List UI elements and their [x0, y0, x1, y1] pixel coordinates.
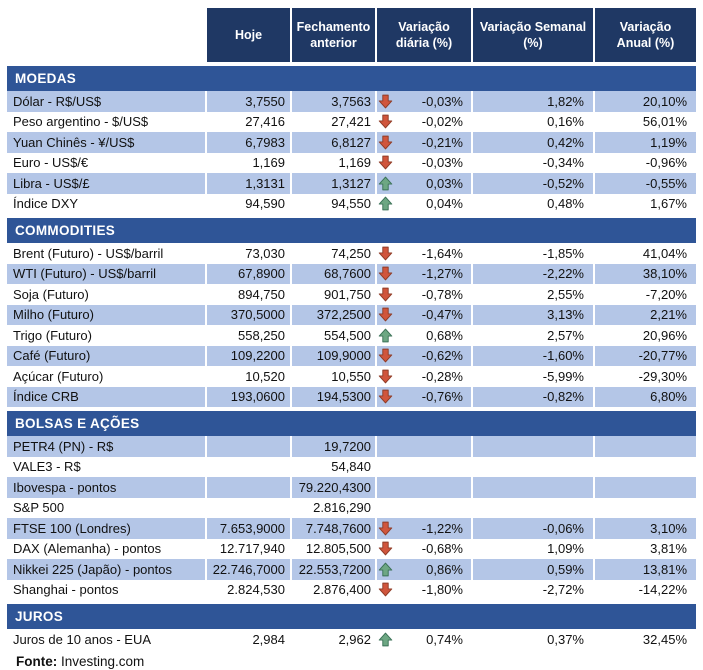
- cell-fechamento: 7.748,7600: [292, 518, 377, 539]
- table-row: [7, 629, 696, 650]
- cell-var-semanal: [473, 457, 595, 478]
- row-label: Libra - US$/£: [7, 173, 207, 194]
- trend-down-icon: [378, 134, 396, 150]
- var-diaria-value: -0,47%: [421, 307, 463, 323]
- cell-var-diaria: [377, 498, 473, 519]
- table-row: [7, 580, 696, 601]
- trend-up-icon: [378, 175, 396, 191]
- cell-fechamento: 372,2500: [292, 305, 377, 326]
- cell-var-diaria: [377, 457, 473, 478]
- cell-var-semanal: -5,99%: [473, 366, 595, 387]
- cell-fechamento: 74,250: [292, 243, 377, 264]
- cell-var-anual: [595, 457, 696, 478]
- cell-var-diaria: [377, 91, 473, 112]
- cell-var-semanal: -2,22%: [473, 264, 595, 285]
- cell-hoje: 22.746,7000: [207, 559, 292, 580]
- cell-var-anual: -7,20%: [645, 286, 687, 302]
- var-diaria-value: -0,68%: [421, 541, 463, 557]
- cell-var-anual: 56,01%: [642, 114, 687, 130]
- trend-down-icon: [378, 307, 396, 323]
- table-row: [7, 559, 696, 580]
- row-label: WTI (Futuro) - US$/barril: [7, 264, 207, 285]
- cell-fechamento: 1,3127: [292, 173, 377, 194]
- cell-var-diaria: [377, 173, 473, 194]
- table-body: [7, 66, 696, 650]
- table-row: [7, 539, 696, 560]
- cell-fechamento: 194,5300: [292, 387, 377, 408]
- cell-var-semanal: 0,42%: [473, 132, 595, 153]
- source-label: Fonte:: [16, 653, 58, 669]
- cell-fechamento: 19,7200: [292, 436, 377, 457]
- cell-var-semanal: -0,82%: [473, 387, 595, 408]
- cell-var-semanal: -0,52%: [473, 173, 595, 194]
- cell-var-diaria: [377, 112, 473, 133]
- row-label: Soja (Futuro): [7, 284, 207, 305]
- cell-var-anual: 13,81%: [595, 559, 696, 580]
- cell-hoje: 1,169: [207, 153, 292, 174]
- trend-up-icon: [378, 196, 396, 212]
- cell-var-diaria: [377, 518, 473, 539]
- var-diaria-value: -1,22%: [421, 520, 463, 536]
- var-diaria-value: -0,62%: [421, 348, 463, 364]
- cell-fechamento: 2.816,290: [292, 498, 377, 519]
- cell-var-semanal: [473, 498, 595, 519]
- cell-var-semanal: 2,57%: [473, 325, 595, 346]
- table-row: [7, 284, 696, 305]
- trend-down-icon: [378, 582, 396, 598]
- table-row: [7, 132, 696, 153]
- table-row: [7, 436, 696, 457]
- cell-fechamento: 901,750: [292, 284, 377, 305]
- cell-var-diaria: [377, 284, 473, 305]
- trend-down-icon: [378, 348, 396, 364]
- cell-var-semanal: -2,72%: [473, 580, 595, 601]
- cell-var-diaria: [377, 539, 473, 560]
- table-row: [7, 173, 696, 194]
- section-header: COMMODITIES: [7, 218, 696, 243]
- cell-hoje: [207, 436, 292, 457]
- cell-fechamento: 68,7600: [292, 264, 377, 285]
- source-text: Investing.com: [61, 653, 145, 669]
- cell-hoje: 12.717,940: [207, 539, 292, 560]
- cell-hoje: 370,5000: [207, 305, 292, 326]
- trend-down-icon: [378, 245, 396, 261]
- table-row: [7, 305, 696, 326]
- var-diaria-value: -1,27%: [421, 266, 463, 282]
- cell-fechamento: 109,9000: [292, 346, 377, 367]
- cell-hoje: 558,250: [207, 325, 292, 346]
- var-diaria-value: -0,03%: [421, 93, 463, 109]
- trend-down-icon: [378, 114, 396, 130]
- row-label: Índice DXY: [7, 194, 207, 215]
- cell-var-diaria: [377, 559, 473, 580]
- row-label: Euro - US$/€: [7, 153, 207, 174]
- cell-var-anual: [595, 498, 696, 519]
- table-row: [7, 153, 696, 174]
- var-diaria-value: -1,64%: [421, 245, 463, 261]
- cell-var-diaria: [377, 346, 473, 367]
- cell-var-semanal: -1,85%: [473, 243, 595, 264]
- table-row: [7, 325, 696, 346]
- row-label: Índice CRB: [7, 387, 207, 408]
- cell-var-anual: 2,21%: [595, 305, 696, 326]
- trend-up-icon: [378, 631, 396, 647]
- row-label: DAX (Alemanha) - pontos: [7, 539, 207, 560]
- cell-var-diaria: [377, 477, 473, 498]
- cell-var-diaria: [377, 194, 473, 215]
- cell-var-semanal: 2,55%: [473, 284, 595, 305]
- cell-hoje: 73,030: [207, 243, 292, 264]
- trend-down-icon: [378, 286, 396, 302]
- row-label: Dólar - R$/US$: [7, 91, 207, 112]
- row-label: Milho (Futuro): [7, 305, 207, 326]
- var-diaria-value: -0,78%: [421, 286, 463, 302]
- table-row: [7, 112, 696, 133]
- cell-var-anual: 1,67%: [650, 196, 687, 212]
- cell-var-anual: 38,10%: [595, 264, 696, 285]
- cell-var-anual: 1,19%: [595, 132, 696, 153]
- table-row: [7, 346, 696, 367]
- cell-hoje: 10,520: [207, 366, 292, 387]
- cell-var-diaria: [377, 366, 473, 387]
- table-row: [7, 498, 696, 519]
- row-label: S&P 500: [7, 498, 207, 519]
- cell-fechamento: 1,169: [292, 153, 377, 174]
- cell-var-diaria: [377, 305, 473, 326]
- table-row: [7, 243, 696, 264]
- cell-var-anual: 41,04%: [642, 245, 687, 261]
- trend-down-icon: [378, 541, 396, 557]
- trend-down-icon: [378, 266, 396, 282]
- table-row: [7, 387, 696, 408]
- cell-var-diaria: [377, 436, 473, 457]
- cell-fechamento: 2,962: [292, 629, 377, 650]
- row-label: FTSE 100 (Londres): [7, 518, 207, 539]
- cell-var-diaria: [377, 132, 473, 153]
- cell-var-semanal: -0,06%: [473, 518, 595, 539]
- var-diaria-value: 0,68%: [426, 327, 463, 343]
- cell-hoje: 94,590: [207, 194, 292, 215]
- cell-fechamento: 94,550: [292, 194, 377, 215]
- row-label: VALE3 - R$: [7, 457, 207, 478]
- cell-hoje: [207, 498, 292, 519]
- cell-var-diaria: [377, 243, 473, 264]
- row-label: Juros de 10 anos - EUA: [7, 629, 207, 650]
- row-label: Brent (Futuro) - US$/barril: [7, 243, 207, 264]
- cell-hoje: 3,7550: [207, 91, 292, 112]
- cell-hoje: 7.653,9000: [207, 518, 292, 539]
- cell-var-anual: -29,30%: [638, 368, 687, 384]
- var-diaria-value: 0,03%: [426, 175, 463, 191]
- header-cell-fech: Fechamento anterior: [292, 8, 377, 62]
- trend-down-icon: [378, 368, 396, 384]
- cell-var-diaria: [377, 264, 473, 285]
- var-diaria-value: -0,21%: [421, 134, 463, 150]
- cell-var-diaria: [377, 629, 473, 650]
- var-diaria-value: 0,04%: [426, 196, 463, 212]
- row-label: Açúcar (Futuro): [7, 366, 207, 387]
- trend-down-icon: [378, 93, 396, 109]
- section-header: BOLSAS E AÇÕES: [7, 411, 696, 436]
- cell-hoje: 27,416: [207, 112, 292, 133]
- trend-up-icon: [378, 561, 396, 577]
- row-label: Nikkei 225 (Japão) - pontos: [7, 559, 207, 580]
- var-diaria-value: 0,86%: [426, 561, 463, 577]
- cell-hoje: 1,3131: [207, 173, 292, 194]
- trend-up-icon: [378, 327, 396, 343]
- cell-fechamento: 6,8127: [292, 132, 377, 153]
- table-row: [7, 264, 696, 285]
- cell-hoje: 894,750: [207, 284, 292, 305]
- var-diaria-value: -0,28%: [421, 368, 463, 384]
- cell-hoje: 67,8900: [207, 264, 292, 285]
- cell-var-semanal: [473, 436, 595, 457]
- cell-var-anual: 20,96%: [642, 327, 687, 343]
- header-cell-sem: Variação Semanal (%): [473, 8, 595, 62]
- table-row: [7, 477, 696, 498]
- cell-var-anual: 6,80%: [595, 387, 696, 408]
- trend-down-icon: [378, 520, 396, 536]
- trend-down-icon: [378, 389, 396, 405]
- cell-var-anual: -0,55%: [595, 173, 696, 194]
- cell-fechamento: 3,7563: [292, 91, 377, 112]
- cell-fechamento: 554,500: [292, 325, 377, 346]
- header-label-spacer: [7, 8, 207, 62]
- cell-var-semanal: -1,60%: [473, 346, 595, 367]
- row-label: PETR4 (PN) - R$: [7, 436, 207, 457]
- cell-fechamento: 12.805,500: [292, 539, 377, 560]
- var-diaria-value: -0,76%: [421, 389, 463, 405]
- var-diaria-value: 0,74%: [426, 631, 463, 647]
- cell-var-semanal: -0,34%: [473, 153, 595, 174]
- table-row: [7, 518, 696, 539]
- trend-down-icon: [378, 155, 396, 171]
- cell-var-semanal: 0,16%: [473, 112, 595, 133]
- var-diaria-value: -1,80%: [421, 582, 463, 598]
- cell-var-anual: 20,10%: [595, 91, 696, 112]
- cell-hoje: 2,984: [207, 629, 292, 650]
- cell-fechamento: 2.876,400: [292, 580, 377, 601]
- section-header: JUROS: [7, 604, 696, 629]
- cell-var-semanal: 1,82%: [473, 91, 595, 112]
- table-row: [7, 194, 696, 215]
- row-label: Café (Futuro): [7, 346, 207, 367]
- cell-var-semanal: 0,37%: [473, 629, 595, 650]
- header-cell-hoje: Hoje: [207, 8, 292, 62]
- cell-var-diaria: [377, 387, 473, 408]
- cell-var-semanal: 3,13%: [473, 305, 595, 326]
- table-row: [7, 457, 696, 478]
- header-cell-diaria: Variação diária (%): [377, 8, 473, 62]
- table-row: [7, 366, 696, 387]
- cell-var-anual: -0,96%: [645, 155, 687, 171]
- cell-hoje: 2.824,530: [207, 580, 292, 601]
- row-label: Trigo (Futuro): [7, 325, 207, 346]
- cell-var-diaria: [377, 153, 473, 174]
- cell-hoje: 6,7983: [207, 132, 292, 153]
- row-label: Ibovespa - pontos: [7, 477, 207, 498]
- header-row: [7, 8, 696, 62]
- cell-var-anual: -14,22%: [638, 582, 687, 598]
- cell-var-semanal: 0,59%: [473, 559, 595, 580]
- section-header: MOEDAS: [7, 66, 696, 91]
- cell-hoje: 109,2200: [207, 346, 292, 367]
- var-diaria-value: -0,03%: [421, 155, 463, 171]
- cell-var-anual: 32,45%: [642, 631, 687, 647]
- cell-hoje: [207, 477, 292, 498]
- cell-fechamento: 10,550: [292, 366, 377, 387]
- trend-placeholder: [378, 459, 396, 475]
- cell-var-semanal: [473, 477, 595, 498]
- source-note: [7, 654, 696, 669]
- cell-var-diaria: [377, 580, 473, 601]
- table-row: [7, 91, 696, 112]
- var-diaria-value: -0,02%: [421, 114, 463, 130]
- cell-fechamento: 27,421: [292, 112, 377, 133]
- cell-var-semanal: 1,09%: [473, 539, 595, 560]
- cell-var-anual: -20,77%: [595, 346, 696, 367]
- cell-var-anual: [595, 477, 696, 498]
- cell-var-anual: 3,10%: [595, 518, 696, 539]
- trend-placeholder: [378, 438, 396, 454]
- cell-var-anual: [595, 436, 696, 457]
- row-label: Shanghai - pontos: [7, 580, 207, 601]
- cell-var-semanal: 0,48%: [473, 194, 595, 215]
- row-label: Yuan Chinês - ¥/US$: [7, 132, 207, 153]
- cell-fechamento: 22.553,7200: [292, 559, 377, 580]
- cell-hoje: 193,0600: [207, 387, 292, 408]
- cell-hoje: [207, 457, 292, 478]
- cell-var-diaria: [377, 325, 473, 346]
- header-cell-anual: Variação Anual (%): [595, 8, 696, 62]
- trend-placeholder: [378, 500, 396, 516]
- row-label: Peso argentino - $/US$: [7, 112, 207, 133]
- cell-var-anual: 3,81%: [650, 541, 687, 557]
- trend-placeholder: [378, 479, 396, 495]
- cell-fechamento: 79.220,4300: [292, 477, 377, 498]
- cell-fechamento: 54,840: [292, 457, 377, 478]
